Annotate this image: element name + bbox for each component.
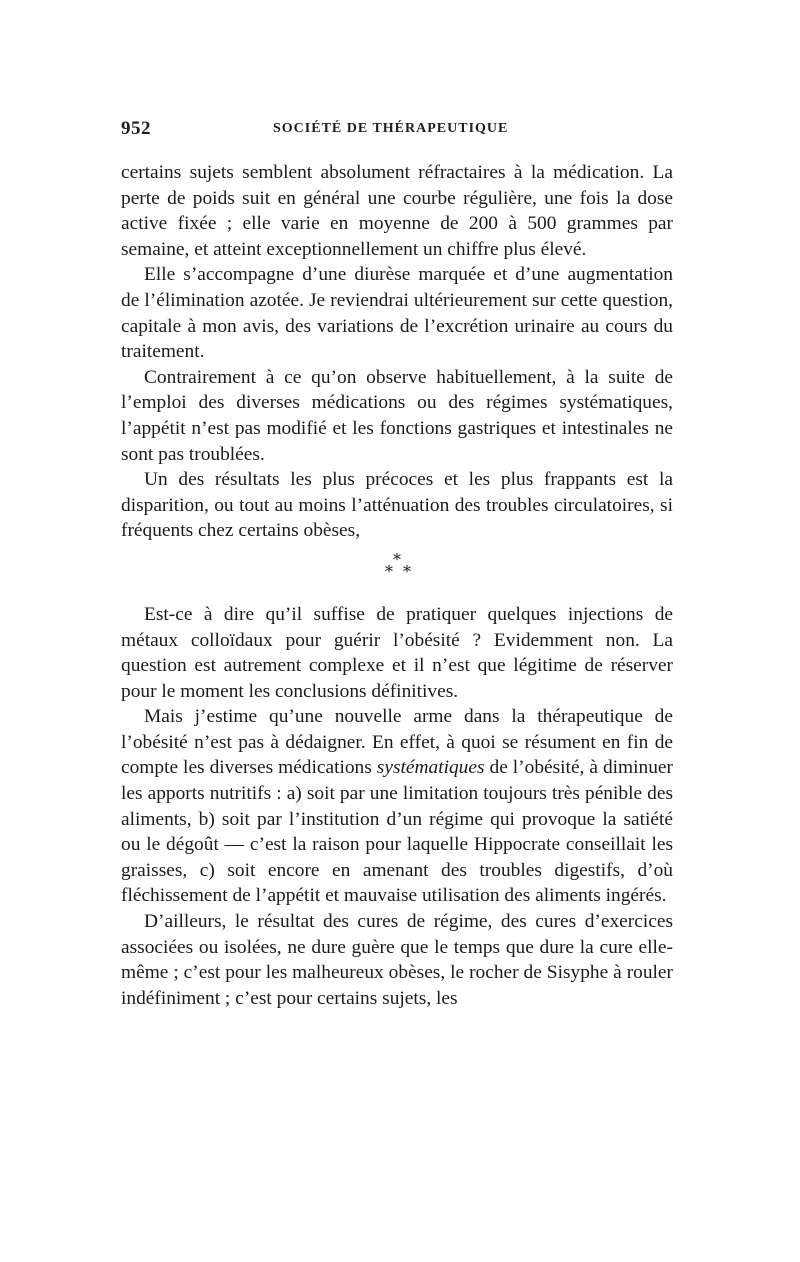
asterism-separator [121,544,673,602]
page-header [121,118,677,148]
text-run: Mais j’estime qu’une nouvelle arme dans la thérapeutique de l’obésité n’est pas à dédaigner. En effet, à quoi se résument en fin de compte les diverses médications [121,706,673,779]
paragraph-circulatory: Un des résultats les plus précoces et les plus frappants est la disparition, ou tout au moins l’atténuation des troubles circulatoires, si fréquents chez certains obèses, [121,469,673,542]
paragraph-diuresis: Elle s’accompagne d’une diurèse marquée et d’une augmentation de l’élimination azotée. Je reviendrai ultérieurement sur cette question, capitale à mon avis, des variations de l’excrétion urinaire au cours du traitement. [121,264,673,363]
text-run: de l’obésité, à diminuer les apports nutritifs : a) soit par une limitation toujours très pénible des aliments, b) soit par l’institution d’un régime qui provoque la satiété ou le dégoût — c’est la raison pour laquelle Hippocrate conseillait les graisses, c) soit encore en amenant des troubles digestifs, d’où fléchissement de l’appétit et mauvaise utilisation des aliments ingérés. [121,757,673,907]
paragraph-appetite: Contrairement à ce qu’on observe habituellement, à la suite de l’emploi des diverses médications ou des régimes systématiques, l’appétit n’est pas modifié et les fonctions gastriques et intestinales ne sont pas troublées. [121,366,673,465]
body-text [121,160,673,1011]
paragraph-continuation: certains sujets semblent absolument réfractaires à la médication. La perte de poids suit en général une courbe régulière, une fois la dose active fixée ; elle varie en moyenne de 200 à 500 grammes par semaine, et atteint exceptionnellement un chiffre plus élevé. [121,162,673,260]
page-number: 952 [121,118,151,139]
paragraph-sisyphus: D’ailleurs, le résultat des cures de régime, des cures d’exercices associées ou isolées, ne dure guère que le temps que dure la cure elle-même ; c’est pour les malheureux obèses, le rocher de Sisyphe à rouler indéfiniment ; c’est pour certains sujets, les [121,911,673,1009]
asterism-star: * [393,549,401,569]
asterism-star: * [385,561,393,581]
italic-term: systématiques [376,757,485,779]
running-head: SOCIÉTÉ DE THÉRAPEUTIQUE [273,121,509,136]
paragraph-question: Est-ce à dire qu’il suffise de pratiquer quelques injections de métaux colloïdaux pour guérir l’obésité ? Evidemment non. La question est autrement complexe et il n’est que légitime de réserver pour le moment les conclusions définitives. [121,603,673,702]
paragraph-new-weapon [121,704,673,909]
asterism-star: * [403,561,411,581]
